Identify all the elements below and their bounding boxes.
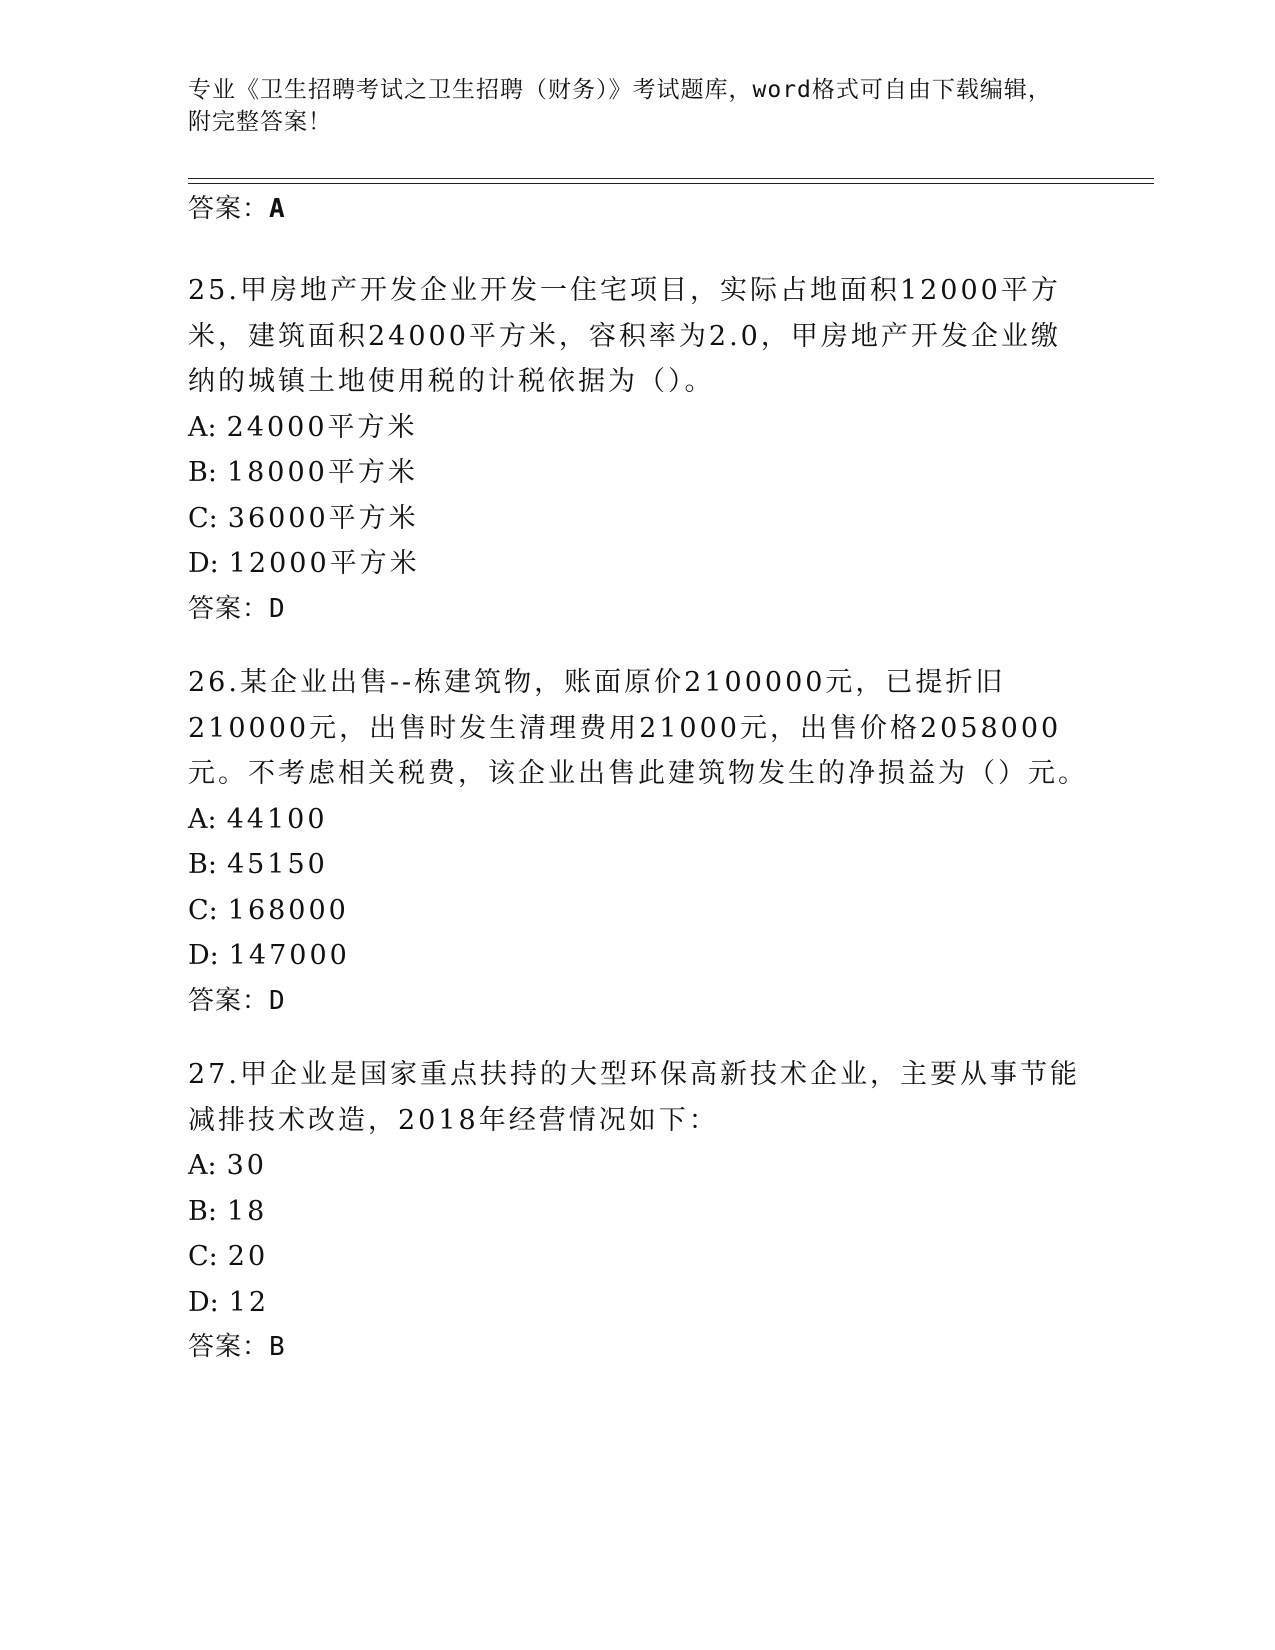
question-text: 25.甲房地产开发企业开发一住宅项目，实际占地面积12000平方米，建筑面积24000平方米，容积率为2.0，甲房地产开发企业缴纳的城镇土地使用税的计税依据为（）。 bbox=[188, 275, 1061, 397]
header-divider-bottom bbox=[188, 183, 1154, 184]
option-value: 24000平方米 bbox=[226, 411, 418, 443]
option-value: 20 bbox=[227, 1241, 269, 1272]
answer-label: 答案： bbox=[188, 1332, 270, 1362]
option-value: 12 bbox=[228, 1286, 270, 1318]
option-a bbox=[188, 1143, 1088, 1189]
option-value: 18000平方米 bbox=[226, 457, 418, 488]
document-header bbox=[188, 74, 1068, 138]
question-27 bbox=[188, 1052, 1088, 1371]
option-d bbox=[188, 1280, 1088, 1326]
answer-line bbox=[188, 587, 1088, 633]
header-divider-top bbox=[188, 178, 1154, 179]
option-value: 168000 bbox=[227, 894, 349, 926]
option-key: A: bbox=[188, 411, 217, 443]
question-text: 27.甲企业是国家重点扶持的大型环保高新技术企业，主要从事节能减排技术改造，2018年经营情况如下： bbox=[188, 1059, 1080, 1136]
answer-label: 答案： bbox=[188, 194, 270, 224]
option-key: D: bbox=[188, 1286, 219, 1318]
option-key: C: bbox=[188, 894, 218, 926]
question-25 bbox=[188, 268, 1088, 632]
option-value: 30 bbox=[226, 1150, 267, 1181]
option-key: D: bbox=[188, 548, 219, 579]
answer-value: D bbox=[269, 593, 286, 624]
question-text: 26.某企业出售--栋建筑物，账面原价2100000元，已提折旧210000元，出售时发生清理费用21000元，出售价格2058000元。不考虑相关税费，该企业出售此建筑物发生的净损益为（）元。 bbox=[188, 667, 1088, 789]
option-a bbox=[188, 405, 1088, 451]
option-c bbox=[188, 1234, 1088, 1280]
answer-line bbox=[188, 979, 1088, 1025]
option-b bbox=[188, 1189, 1088, 1235]
option-value: 18 bbox=[226, 1195, 268, 1227]
answer-value: B bbox=[269, 1332, 286, 1362]
option-c bbox=[188, 888, 1088, 934]
option-key: A: bbox=[188, 803, 217, 835]
option-key: B: bbox=[188, 1195, 217, 1227]
option-b bbox=[188, 842, 1088, 888]
option-key: D: bbox=[188, 940, 219, 971]
option-c bbox=[188, 496, 1088, 542]
option-d bbox=[188, 541, 1088, 587]
option-key: A: bbox=[188, 1150, 217, 1181]
question-26 bbox=[188, 660, 1088, 1024]
answer-label: 答案： bbox=[188, 985, 270, 1016]
previous-answer bbox=[188, 186, 286, 232]
option-key: B: bbox=[188, 849, 217, 880]
option-value: 45150 bbox=[226, 849, 328, 880]
option-value: 44100 bbox=[226, 803, 328, 835]
answer-value: A bbox=[269, 194, 286, 224]
option-b bbox=[188, 450, 1088, 496]
option-key: B: bbox=[188, 457, 217, 488]
option-key: C: bbox=[188, 502, 218, 534]
option-key: C: bbox=[188, 1241, 218, 1272]
answer-line bbox=[188, 1325, 1088, 1371]
option-value: 147000 bbox=[228, 940, 350, 971]
option-a bbox=[188, 797, 1088, 843]
option-value: 12000平方米 bbox=[228, 548, 420, 579]
header-text: 专业《卫生招聘考试之卫生招聘（财务）》考试题库，word格式可自由下载编辑，附完整答案！ bbox=[188, 77, 1052, 135]
option-d bbox=[188, 933, 1088, 979]
answer-value: D bbox=[269, 985, 286, 1016]
option-value: 36000平方米 bbox=[227, 502, 419, 534]
answer-label: 答案： bbox=[188, 593, 270, 624]
